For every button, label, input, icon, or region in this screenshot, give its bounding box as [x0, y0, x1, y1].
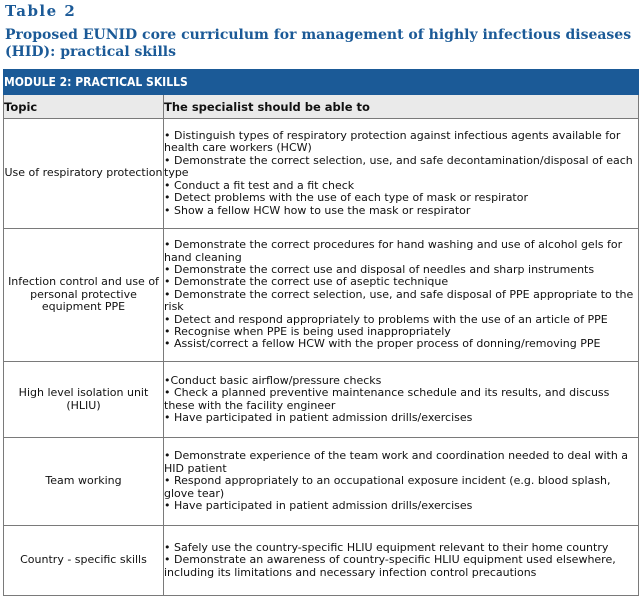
skill-item: •Conduct basic airflow/pressure checks: [164, 373, 382, 387]
table-row: [4, 526, 639, 596]
skill-item: • Demonstrate the correct use and disposal of needles and sharp instruments: [164, 262, 595, 276]
table-row: [4, 229, 639, 362]
skill-item: • Demonstrate an awareness of country-specific HLIU equipment used elsewhere, including its limitations and necessary infection control precautions: [164, 553, 616, 579]
skill-item: • Demonstrate the correct use of aseptic technique: [164, 275, 449, 289]
curriculum-table: [3, 69, 639, 596]
skills-cell: [164, 119, 639, 229]
skill-item: • Assist/correct a fellow HCW with the proper process of donning/removing PPE: [164, 337, 601, 351]
skill-item: • Detect problems with the use of each type of mask or respirator: [164, 191, 528, 205]
table-label: Table 2: [5, 2, 77, 20]
skill-item: • Demonstrate experience of the team work and coordination needed to deal with a HID patient: [164, 449, 629, 475]
table-row: [4, 438, 639, 526]
skills-cell: [164, 438, 639, 526]
table-row: [4, 119, 639, 229]
topic-cell: Country - specific skills: [4, 526, 164, 596]
skill-item: • Conduct a fit test and a fit check: [164, 178, 355, 192]
skills-cell: [164, 362, 639, 438]
skill-item: • Demonstrate the correct selection, use, and safe decontamination/disposal of each type: [164, 153, 633, 180]
column-header-row: [4, 95, 639, 119]
skill-item: • Check a planned preventive maintenance schedule and its results, and discuss these with the facility engineer: [164, 386, 610, 412]
skill-item: • Have participated in patient admission drills/exercises: [164, 410, 473, 424]
skill-item: • Have participated in patient admission drills/exercises: [164, 499, 473, 513]
skill-item: • Safely use the country-specific HLIU equipment relevant to their home country: [164, 540, 609, 554]
topic-cell: Infection control and use of personal protective equipment PPE: [4, 229, 164, 362]
module-header-row: [4, 70, 639, 95]
skills-cell: [164, 229, 639, 362]
skill-item: • Show a fellow HCW how to use the mask or respirator: [164, 203, 471, 217]
column-header-skills: The specialist should be able to: [164, 95, 639, 119]
skill-item: • Demonstrate the correct selection, use, and safe disposal of PPE appropriate to the risk: [164, 287, 634, 314]
skill-item: • Recognise when PPE is being used inappropriately: [164, 325, 451, 339]
skill-item: • Distinguish types of respiratory protection against infectious agents available for health care workers (HCW): [164, 129, 621, 155]
topic-cell: Use of respiratory protection: [4, 119, 164, 229]
column-header-topic: Topic: [4, 95, 164, 119]
table-row: [4, 362, 639, 438]
topic-cell: Team working: [4, 438, 164, 526]
skill-item: • Respond appropriately to an occupational exposure incident (e.g. blood splash, glove tear): [164, 474, 611, 500]
skills-cell: [164, 526, 639, 596]
module-title: MODULE 2: PRACTICAL SKILLS: [4, 70, 639, 95]
table-caption: Proposed EUNID core curriculum for management of highly infectious diseases (HID): practical skills: [5, 27, 632, 60]
skill-item: • Detect and respond appropriately to problems with the use of an article of PPE: [164, 312, 608, 326]
skill-item: • Demonstrate the correct procedures for hand washing and use of alcohol gels for hand cleaning: [164, 238, 623, 264]
topic-cell: High level isolation unit (HLIU): [4, 362, 164, 438]
